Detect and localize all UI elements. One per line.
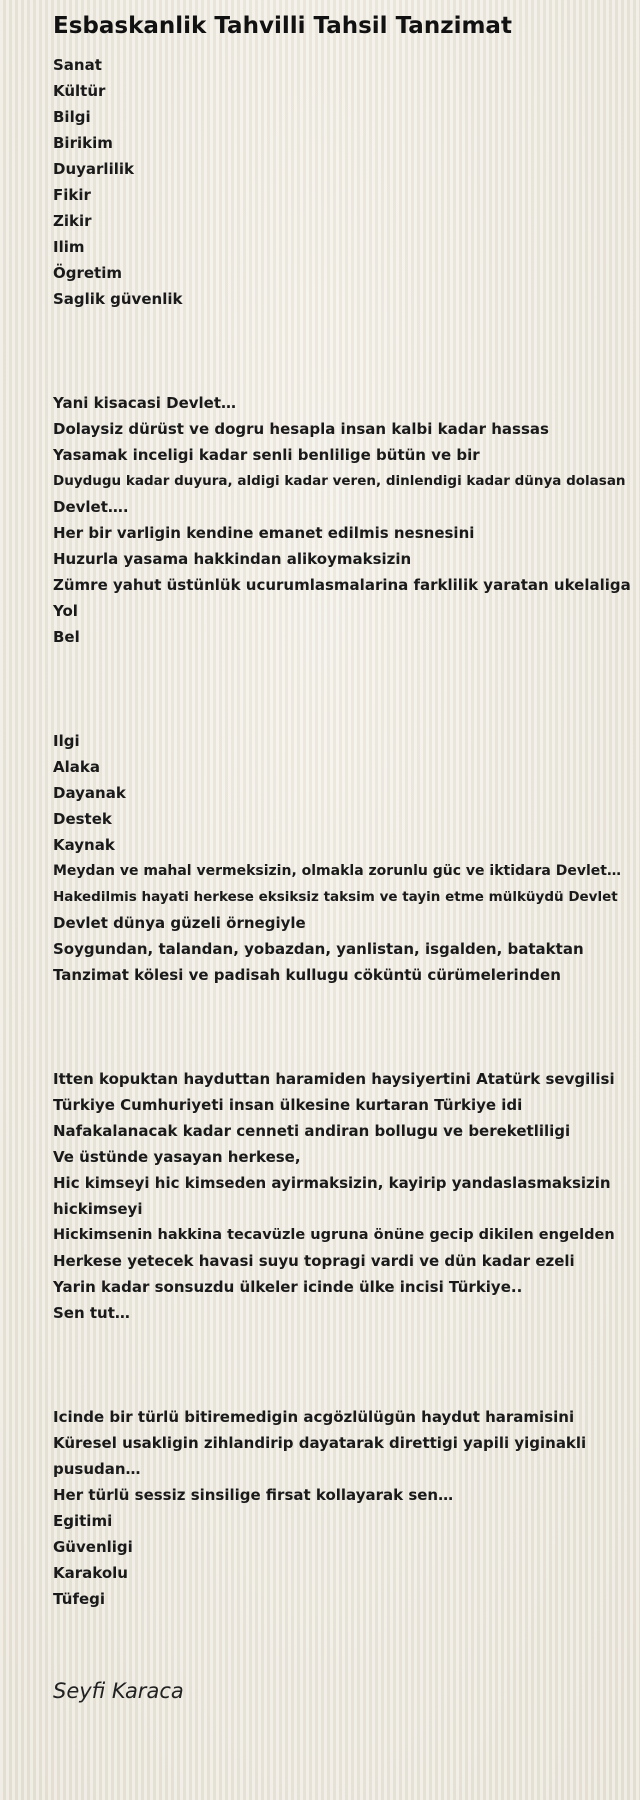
poem-line: Duydugu kadar duyura, aldigi kadar veren, dinlendigi kadar dünya dolasan	[53, 473, 626, 489]
stanza-1	[53, 52, 633, 312]
poem-line: Alaka	[53, 758, 100, 776]
poem-line: Saglik güvenlik	[53, 290, 183, 308]
poem-line: Tanzimat kölesi ve padisah kullugu cöküntü cürümelerinden	[53, 966, 561, 984]
poem-line: Hakedilmis hayati herkese eksiksiz taksim ve tayin etme mülküydü Devlet	[53, 889, 618, 905]
poem-line: Hic kimseyi hic kimseden ayirmaksizin, kayirip yandaslasmaksizin	[53, 1174, 611, 1192]
stanza-4	[53, 1066, 633, 1326]
poem-line: Devlet dünya güzeli örnegiyle	[53, 914, 306, 932]
poem-line: Yarin kadar sonsuzdu ülkeler icinde ülke incisi Türkiye..	[53, 1278, 523, 1296]
poem-body	[53, 52, 633, 1706]
poem-line: Itten kopuktan hayduttan haramiden haysiyertini Atatürk sevgilisi	[53, 1070, 615, 1088]
stanza-3	[53, 728, 633, 988]
poem-line: Birikim	[53, 134, 113, 152]
poem-line: Güvenligi	[53, 1538, 133, 1556]
poem-line: Meydan ve mahal vermeksizin, olmakla zorunlu güc ve iktidara Devlet…	[53, 863, 621, 879]
poem-line: Tüfegi	[53, 1590, 106, 1608]
poem-line: Sanat	[53, 56, 102, 74]
author-signature: Seyfi Karaca	[53, 1679, 184, 1703]
stanza-5	[53, 1404, 633, 1612]
poem-title: Esbaskanlik Tahvilli Tahsil Tanzimat	[53, 13, 512, 39]
poem-line: Dayanak	[53, 784, 126, 802]
poem-line: Ögretim	[53, 264, 123, 282]
poem-line: Duyarlilik	[53, 160, 134, 178]
poem-line: Ilim	[53, 238, 85, 256]
poem-line: Bel	[53, 628, 80, 646]
poem-line: Yol	[53, 602, 78, 620]
poem-line: Hickimsenin hakkina tecavüzle ugruna önüne gecip dikilen engelden	[53, 1227, 615, 1243]
poem-line: hickimseyi	[53, 1200, 143, 1218]
poem-line: pusudan…	[53, 1460, 141, 1478]
poem-line: Yasamak inceligi kadar senli benlilige bütün ve bir	[53, 446, 480, 464]
poem-line: Devlet….	[53, 498, 129, 516]
poem-line: Egitimi	[53, 1512, 113, 1530]
poem-line: Zümre yahut üstünlük ucurumlasmalarina farklilik yaratan ukelaliga	[53, 576, 631, 594]
poem-line: Kültür	[53, 82, 106, 100]
poem-line: Her türlü sessiz sinsilige firsat kollayarak sen…	[53, 1486, 454, 1504]
poem-line: Soygundan, talandan, yobazdan, yanlistan, isgalden, bataktan	[53, 940, 584, 958]
poem-line: Sen tut…	[53, 1304, 130, 1322]
poem-line: Ilgi	[53, 732, 80, 750]
poem-line: Huzurla yasama hakkindan alikoymaksizin	[53, 550, 412, 568]
poem-line: Zikir	[53, 212, 92, 230]
poem-line: Her bir varligin kendine emanet edilmis nesnesini	[53, 524, 475, 542]
poem-line: Karakolu	[53, 1564, 128, 1582]
poem-line: Dolaysiz dürüst ve dogru hesapla insan kalbi kadar hassas	[53, 420, 549, 438]
poem-line: Icinde bir türlü bitiremedigin acgözlülügün haydut haramisini	[53, 1408, 575, 1426]
poem-line: Nafakalanacak kadar cenneti andiran bollugu ve bereketliligi	[53, 1122, 571, 1140]
poem-line: Destek	[53, 810, 112, 828]
poem-line: Yani kisacasi Devlet…	[53, 394, 237, 412]
poem-line: Küresel usakligin zihlandirip dayatarak direttigi yapili yiginakli	[53, 1434, 587, 1452]
poem-line: Ve üstünde yasayan herkese,	[53, 1148, 301, 1166]
stanza-2	[53, 390, 633, 650]
poem-line: Kaynak	[53, 836, 115, 854]
poem-line: Türkiye Cumhuriyeti insan ülkesine kurtaran Türkiye idi	[53, 1096, 523, 1114]
poem-line: Herkese yetecek havasi suyu topragi vardi ve dün kadar ezeli	[53, 1252, 575, 1270]
poem-line: Fikir	[53, 186, 91, 204]
poem-line: Bilgi	[53, 108, 91, 126]
